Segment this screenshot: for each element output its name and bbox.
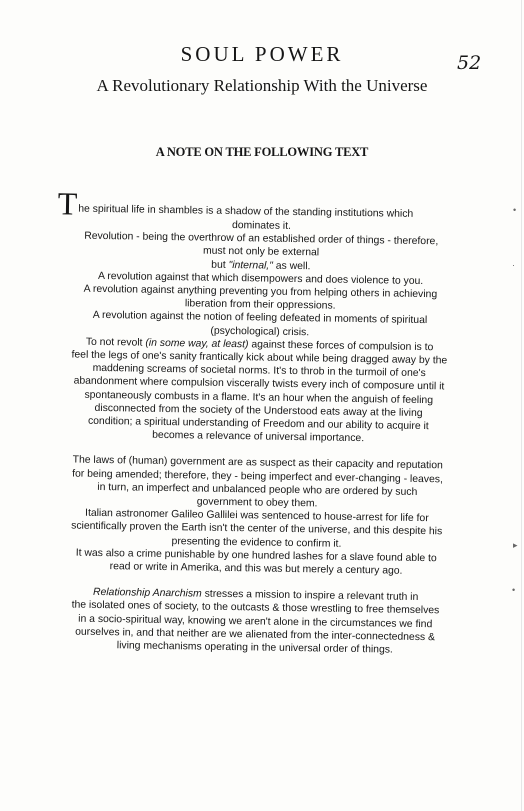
paragraph-line: liberation from their oppressions. <box>184 298 336 312</box>
handwritten-page-number: 52 <box>457 52 482 74</box>
paragraph-line: the isolated ones of society, to the outcasts & those wrestling to free themselves <box>71 600 440 617</box>
paragraph-line: in a socio-spiritual way, knowing we aren't alone in the circumstances we find <box>78 613 433 630</box>
paragraph-line: A revolution against anything preventing you from helping others in achieving <box>83 283 438 301</box>
paragraph-line: Revolution - being the overthrow of an established order of things - therefore, <box>84 230 439 248</box>
drop-cap: T <box>57 185 78 222</box>
paragraph-line: condition; a spiritual understanding of Freedom and our ability to acquire it <box>87 415 429 433</box>
paragraph-line: disconnected from the society of the Understood eats away at the living <box>94 402 423 419</box>
line-text: stresses a mission to inspire a relevant truth in <box>204 588 419 604</box>
italic-text: "internal," <box>228 259 273 272</box>
line-text: but <box>211 259 226 271</box>
paragraph-line: abandonment where compulsion viscerally twists every inch of composure until it <box>73 375 445 393</box>
paragraph-line: government to obey them. <box>196 496 318 510</box>
line-text: against these forces of compulsion is to <box>251 339 434 354</box>
paragraph-line: maddening screams of societal norms. It's to throb in the turmoil of one's <box>92 363 426 380</box>
italic-text: Relationship Anarchism <box>92 587 202 600</box>
paragraph-line: dominates it. <box>231 220 291 232</box>
paragraph-line: presenting the evidence to confirm it. <box>171 535 342 550</box>
paragraph-line: ourselves in, and that neither are we alienated from the inter-connectedness & <box>75 626 436 644</box>
scan-speck: • <box>512 585 516 595</box>
scan-speck: · <box>512 260 515 270</box>
line-text: he spiritual life in shambles is a shadow of the standing institutions which <box>78 203 414 220</box>
scan-speck: ▸ <box>513 540 518 550</box>
paragraph-line: Italian astronomer Galileo Gallilei was sentenced to house-arrest for life for <box>85 508 429 525</box>
italic-text: (in some way, at least) <box>145 337 249 351</box>
paragraph-line: in turn, an imperfect and unbalanced people who are ordered by such <box>97 481 418 498</box>
paragraph-line: scientifically proven the Earth isn't the center of the universe, and this despite his <box>71 521 443 538</box>
page-edge-shadow <box>521 0 522 811</box>
scan-speck: • <box>513 205 517 215</box>
paragraph-line: It was also a crime punishable by one hundred lashes for a slave found able to <box>75 547 437 565</box>
paragraph-line: A revolution against that which disempowers and does violence to you. <box>97 270 424 287</box>
paragraph-line: A revolution against the notion of feeling defeated in moments of spiritual <box>92 310 428 327</box>
paragraph-line: spontaneously combusts in a flame. It's an hour when the anguish of feeling <box>84 389 434 406</box>
paragraph-line: feel the legs of one's sanity frantically kick about while being dragged away by the <box>71 349 448 367</box>
paragraph-line: must not only be external <box>202 245 320 259</box>
paragraph-line: (psychological) crisis. <box>210 325 310 338</box>
paragraph-line: becomes a relevance of universal importance. <box>152 430 365 445</box>
paragraph-line: The laws of (human) government are as suspect as their capacity and reputation <box>72 454 443 472</box>
paragraph-line: for being amended; therefore, they - being imperfect and ever-changing - leaves, <box>72 468 443 486</box>
paragraph-line: living mechanisms operating in the universal order of things. <box>116 640 393 656</box>
body-text <box>33 185 484 658</box>
paragraph-line: read or write in Amerika, and this was but merely a century ago. <box>109 561 403 577</box>
book-subtitle: A Revolutionary Relationship With the Universe <box>96 76 428 95</box>
line-text: as well. <box>275 260 311 272</box>
book-title: SOUL POWER <box>180 42 344 66</box>
section-heading: A NOTE ON THE FOLLOWING TEXT <box>155 145 369 159</box>
line-text: To not revolt <box>85 336 143 349</box>
